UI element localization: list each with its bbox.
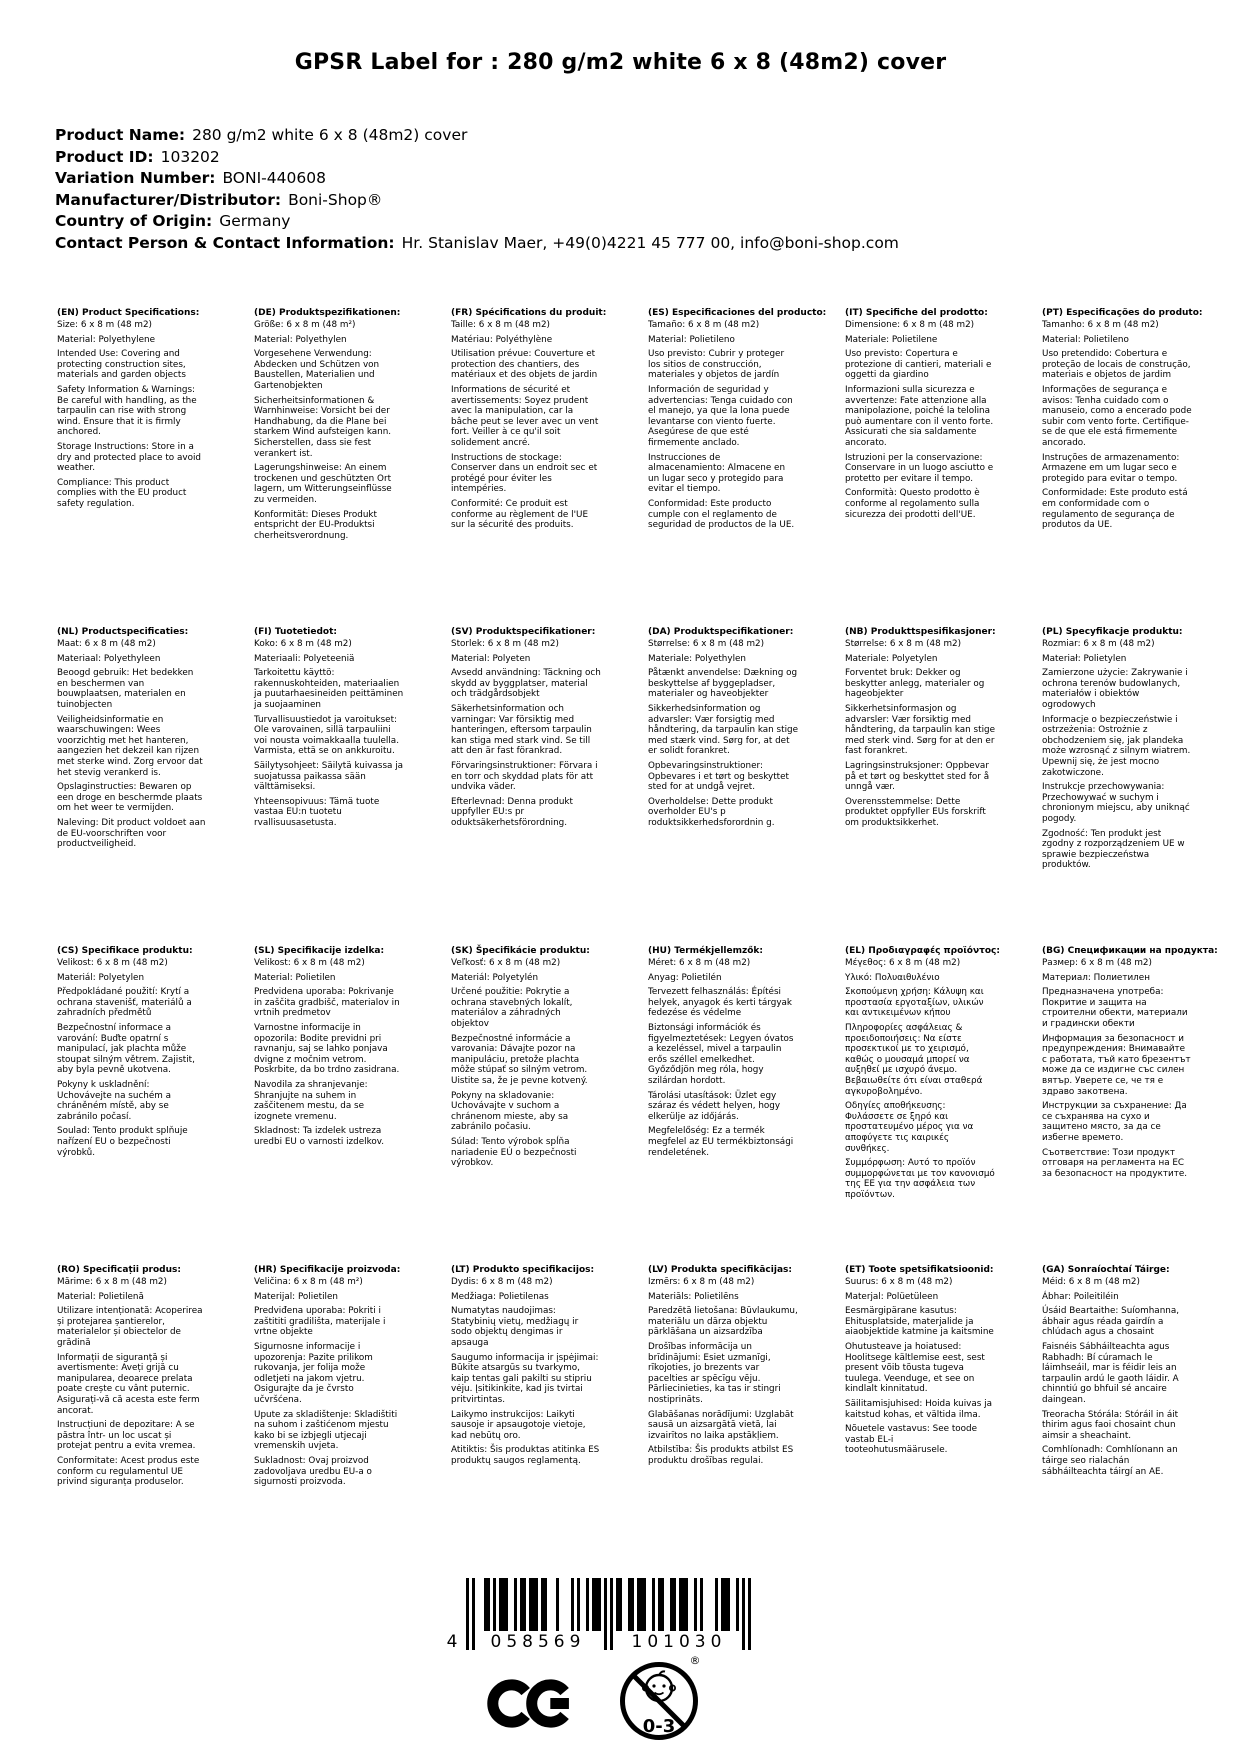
spec-paragraph: Méret: 6 x 8 m (48 m2) bbox=[648, 958, 751, 969]
spec-paragraph: Taille: 6 x 8 m (48 m2) bbox=[451, 320, 550, 331]
registered-trademark-symbol: ® bbox=[689, 1654, 701, 1667]
spec-paragraph: Soulad: Tento produkt splňuje nařízení EU o bezpečnosti výrobků. bbox=[57, 1126, 188, 1158]
spec-paragraph: Sigurnosne informacije i upozorenja: Pazite prilikom rukovanja, jer folija može odletjeti na jakom vjetru. Osigurajte da je čvrsto učvršćena. bbox=[254, 1342, 373, 1406]
spec-paragraph: Overholdelse: Dette produkt overholder EU's p roduktsikkerhedsforordnin g. bbox=[648, 796, 775, 828]
product-info-label: Manufacturer/Distributor: bbox=[55, 190, 282, 209]
spec-paragraph: Saugumo informacija ir įspėjimai: Būkite atsargūs su tvarkymo, kaip tentas gali pakilti su stipriu vėju. Įsitikinkite, kad jis tvirtai pritvirtintas. bbox=[451, 1352, 599, 1406]
spec-paragraph: Úsáid Beartaithe: Suíomhanna, ábhair agus réada gairdín a chlúdach agus a chosaint bbox=[1042, 1306, 1180, 1338]
spec-paragraph: Lagerungshinweise: An einem trockenen und geschützten Ort lagern, um Witterungseinflüsse zu vermeiden. bbox=[254, 463, 392, 505]
spec-paragraph: Tárolási utasítások: Üzlet egy száraz és védett helyen, hogy elkerülje az időjárás. bbox=[648, 1090, 781, 1122]
spec-paragraph: Storlek: 6 x 8 m (48 m2) bbox=[451, 639, 559, 650]
spec-paragraph: Mărime: 6 x 8 m (48 m2) bbox=[57, 1277, 167, 1288]
spec-paragraph: Sukladnost: Ovaj proizvod zadovoljava uredbu EU-a o sigurnosti proizvoda. bbox=[254, 1456, 372, 1488]
spec-paragraph: Informații de siguranță și avertismente: Aveți grijă cu manipularea, deoarece prelata poate crește cu vânt puternic. Asigurați-vă că acesta este ferm ancorat. bbox=[57, 1352, 200, 1416]
spec-paragraph: Conformidade: Este produto está em conformidade com o regulamento de segurança de produtos da UE. bbox=[1042, 488, 1188, 531]
spec-paragraph: Säilytysohjeet: Säilytä kuivassa ja suojatussa paikassa sään välttämiseksi. bbox=[254, 761, 404, 793]
product-info-value: BONI-440608 bbox=[222, 169, 326, 187]
spec-paragraph: Veiligheidsinformatie en waarschuwingen: Wees voorzichtig met het hanteren, aangezien het dekzeil kan rijzen met sterke wind. Zorg ervoor dat het stevig verankerd is. bbox=[57, 714, 203, 778]
spec-block-title: (SK) Špecifikácie produktu: bbox=[451, 946, 590, 956]
ce-logo-icon bbox=[486, 1678, 574, 1733]
spec-block-title: (LV) Produkta specifikācijas: bbox=[648, 1265, 792, 1275]
spec-paragraph: Storage Instructions: Store in a dry and protected place to avoid weather. bbox=[57, 442, 201, 474]
spec-paragraph: Beoogd gebruik: Het bedekken en beschermen van bouwplaatsen, materialen en tuinobjecten bbox=[57, 668, 194, 711]
spec-paragraph: Veľkosť: 6 x 8 m (48 m2) bbox=[451, 958, 561, 969]
spec-block-title: (NB) Produkttspesifikasjoner: bbox=[845, 627, 996, 637]
spec-paragraph: Размер: 6 x 8 m (48 m2) bbox=[1042, 958, 1152, 969]
spec-paragraph: Megfelelőség: Ez a termék megfelel az EU termékbiztonsági rendeletének. bbox=[648, 1126, 794, 1158]
spec-block-de bbox=[254, 308, 404, 627]
spec-paragraph: Uso pretendido: Cobertura e proteção de locais de construção, materiais e objetos de jardim bbox=[1042, 349, 1191, 381]
spec-paragraph: Материал: Полиетилен bbox=[1042, 972, 1150, 983]
spec-paragraph: Určené použitie: Pokrytie a ochrana stavebných lokalít, materiálov a záhradných objektov bbox=[451, 987, 573, 1030]
spec-paragraph: Opslaginstructies: Bewaren op een droge en beschermde plaats om het weer te vermijden. bbox=[57, 782, 203, 814]
spec-paragraph: Velikost: 6 x 8 m (48 m2) bbox=[254, 958, 365, 969]
spec-paragraph: Predviđena uporaba: Pokriti i zaštititi gradilišta, materijale i vrtne objekte bbox=[254, 1306, 386, 1338]
spec-block-lv bbox=[648, 1265, 798, 1584]
spec-paragraph: Konformität: Dieses Produkt entspricht der EU-Produktsi cherheitsverordnung. bbox=[254, 509, 377, 541]
spec-paragraph: Material: Polietilenă bbox=[57, 1291, 144, 1302]
spec-block-it bbox=[845, 308, 995, 627]
spec-paragraph: Materjal: Polüetüleen bbox=[845, 1291, 939, 1302]
barcode-lead-digit: 4 bbox=[446, 1632, 458, 1652]
spec-block-fr bbox=[451, 308, 607, 627]
spec-block-title: (RO) Specificații produs: bbox=[57, 1265, 181, 1275]
spec-paragraph: Glabāšanas norādījumi: Uzglabāt sausā un aizsargātā vietā, lai izvairītos no laika apstākļiem. bbox=[648, 1409, 794, 1441]
spec-paragraph: Informations de sécurité et avertissements: Soyez prudent avec la manipulation, car la bâche peut se lever avec un vent fort. Veiller à ce qu'il soit solidement ancré. bbox=[451, 385, 599, 449]
spec-paragraph: Instrukcje przechowywania: Przechowywać w suchym i chronionym miejscu, aby uniknąć pogody. bbox=[1042, 782, 1190, 824]
spec-block-title: (ET) Toote spetsifikatsioonid: bbox=[845, 1265, 994, 1275]
spec-paragraph: Material: Polietilen bbox=[254, 972, 336, 983]
spec-paragraph: Avsedd användning: Täckning och skydd av byggplatser, material och trädgårdsobjekt bbox=[451, 668, 601, 700]
product-info-label: Variation Number: bbox=[55, 169, 216, 187]
spec-block-title: (FI) Tuotetiedot: bbox=[254, 627, 338, 637]
spec-paragraph: Naleving: Dit product voldoet aan de EU-voorschriften voor productveiligheid. bbox=[57, 818, 206, 850]
spec-block-title: (GA) Sonraíochtaí Táirge: bbox=[1042, 1265, 1170, 1275]
spec-paragraph: Numatytas naudojimas: Statybinių vietų, medžiagų ir sodo objektų dengimas ir apsauga bbox=[451, 1306, 579, 1349]
spec-paragraph: Material: Polietileno bbox=[648, 334, 735, 345]
spec-block-title: (CS) Specifikace produktu: bbox=[57, 946, 193, 956]
spec-paragraph: Instrucțiuni de depozitare: A se păstra într- un loc uscat și protejat pentru a evita vremea. bbox=[57, 1420, 196, 1452]
spec-paragraph: Upute za skladištenje: Skladištiti na suhom i zaštićenom mjestu kako bi se izbjegli utjecaji vremenskih uvjeta. bbox=[254, 1409, 398, 1452]
spec-paragraph: Eesmärgipärane kasutus: Ehitusplatside, materjalide ja aiaobjektide katmine ja kaitsmine bbox=[845, 1306, 994, 1338]
spec-grid bbox=[57, 308, 1218, 1584]
spec-paragraph: Material: Polietileno bbox=[1042, 334, 1129, 345]
spec-block-pt bbox=[1042, 308, 1203, 627]
spec-paragraph: Σκοπούμενη χρήση: Κάλυψη και προστασία εργοταξίων, υλικών και αντικειμένων κήπου bbox=[845, 987, 984, 1019]
spec-paragraph: Pokyny k uskladnění: Uchovávejte na suchém a chráněném místě, aby se zabránilo počasí. bbox=[57, 1080, 172, 1122]
spec-paragraph: Předpokládané použití: Krytí a ochrana stavenišť, materiálů a zahradních předmětů bbox=[57, 987, 192, 1019]
spec-paragraph: Overensstemmelse: Dette produktet oppfyller EUs forskrift om produktsikkerhet. bbox=[845, 796, 986, 828]
spec-paragraph: Drošības informācija un brīdinājumi: Esiet uzmanīgi, rīkojoties, jo brezents var pacelties ar spēcīgu vēju. Pārliecinieties, ka tas ir stingri nostiprināts. bbox=[648, 1342, 781, 1406]
spec-paragraph: Μέγεθος: 6 x 8 m (48 m2) bbox=[845, 958, 961, 969]
spec-paragraph: Paredzētā lietošana: Būvlaukumu, materiālu un dārza objektu pārklāšana un aizsardzība bbox=[648, 1306, 798, 1338]
spec-block-title: (SL) Specifikacije izdelka: bbox=[254, 946, 385, 956]
spec-block-nb bbox=[845, 627, 995, 946]
spec-paragraph: Comhlíonadh: Comhlíonann an táirge seo rialachán sábháilteachta táirgí an AE. bbox=[1042, 1445, 1178, 1477]
spec-paragraph: Instruções de armazenamento: Armazene em um lugar seco e protegido para evitar o tempo. bbox=[1042, 452, 1180, 484]
spec-block-el bbox=[845, 946, 1000, 1265]
spec-paragraph: Uso previsto: Cubrir y proteger los sitios de construcción, materiales y objetos de jardín bbox=[648, 349, 785, 381]
spec-paragraph: Größe: 6 x 8 m (48 m²) bbox=[254, 320, 356, 331]
product-info-row bbox=[55, 233, 899, 255]
spec-paragraph: Efterlevnad: Denna produkt uppfyller EU:s pr oduktsäkerhetsförordning. bbox=[451, 796, 573, 828]
spec-paragraph: Инструкции за съхранение: Да се съхранява на сухо и защитено място, за да се избегне времето. bbox=[1042, 1101, 1187, 1143]
spec-paragraph: Sicherheitsinformationen & Warnhinweise: Vorsicht bei der Handhabung, da die Plane bei starkem Wind aufsteigen kann. Sicherstellen, dass sie fest verankert ist. bbox=[254, 395, 392, 459]
spec-paragraph: Conformité: Ce produit est conforme au règlement de l'UE sur la sécurité des produits. bbox=[451, 499, 589, 531]
spec-paragraph: Conformidad: Este producto cumple con el reglamento de seguridad de productos de la UE. bbox=[648, 499, 795, 531]
spec-paragraph: Materiale: Polyethylen bbox=[648, 653, 747, 664]
spec-paragraph: Zamierzone użycie: Zakrywanie i ochrona terenów budowlanych, materiałów i obiektów ogrodowych bbox=[1042, 668, 1188, 711]
spec-block-ro bbox=[57, 1265, 207, 1584]
spec-paragraph: Conformitate: Acest produs este conform cu regulamentul UE privind siguranța produselor. bbox=[57, 1456, 200, 1488]
product-info-label: Product ID: bbox=[55, 147, 154, 166]
spec-block-title: (EN) Product Specifications: bbox=[57, 308, 200, 318]
barcode-left-digits: 058569 bbox=[490, 1632, 586, 1652]
spec-paragraph: Size: 6 x 8 m (48 m2) bbox=[57, 320, 152, 331]
spec-paragraph: Compliance: This product complies with the EU product safety regulation. bbox=[57, 477, 187, 509]
spec-paragraph: Tervezett felhasználás: Építési helyek, anyagok és kerti tárgyak fedezése és védelme bbox=[648, 987, 793, 1019]
spec-paragraph: Conformità: Questo prodotto è conforme al regolamento sulla sicurezza dei prodotti dell'UE. bbox=[845, 488, 980, 520]
product-info-label: Country of Origin: bbox=[55, 212, 213, 230]
spec-paragraph: Yhteensopivuus: Tämä tuote vastaa EU:n tuotetu rvallisuusasetusta. bbox=[254, 796, 380, 828]
spec-paragraph: Safety Information & Warnings: Be careful with handling, as the tarpaulin can rise with strong wind. Ensure that it is firmly anchored. bbox=[57, 385, 197, 438]
spec-paragraph: Tamanho: 6 x 8 m (48 m2) bbox=[1042, 320, 1159, 331]
spec-paragraph: Materiaal: Polyethyleen bbox=[57, 653, 161, 664]
spec-paragraph: Ábhar: Poileitiléin bbox=[1042, 1291, 1119, 1302]
spec-paragraph: Laikymo instrukcijos: Laikyti sausoje ir apsaugotoje vietoje, kad nebūtų oro. bbox=[451, 1409, 586, 1441]
spec-paragraph: Koko: 6 x 8 m (48 m2) bbox=[254, 639, 352, 650]
spec-block-fi bbox=[254, 627, 404, 946]
spec-paragraph: Materiaali: Polyeteeniä bbox=[254, 653, 355, 664]
spec-paragraph: Bezpečnostné informácie a varovania: Dávajte pozor na manipuláciu, pretože plachta môže stúpať so silným vetrom. Uistite sa, že je pevne kotvený. bbox=[451, 1033, 588, 1087]
spec-block-title: (IT) Specifiche del prodotto: bbox=[845, 308, 988, 318]
spec-paragraph: Dydis: 6 x 8 m (48 m2) bbox=[451, 1277, 553, 1288]
spec-block-title: (PT) Especificações do produto: bbox=[1042, 308, 1203, 318]
spec-paragraph: Medžiaga: Polietilenas bbox=[451, 1291, 549, 1302]
spec-block-et bbox=[845, 1265, 995, 1584]
spec-paragraph: Materiál: Polyetylen bbox=[57, 972, 145, 983]
spec-paragraph: Bezpečnostní informace a varování: Buďte opatrní s manipulací, jak plachta může stoupat silným větrem. Zajistit, aby byla pevně ukotvena. bbox=[57, 1023, 195, 1076]
spec-paragraph: Utilizare intenționată: Acoperirea și protejarea șantierelor, materialelor și obiectelor de grădină bbox=[57, 1306, 203, 1349]
spec-paragraph: Intended Use: Covering and protecting construction sites, materials and garden objects bbox=[57, 349, 186, 381]
spec-paragraph: Materiāls: Polietilēns bbox=[648, 1291, 739, 1302]
spec-block-title: (LT) Produkto specifikacijos: bbox=[451, 1265, 595, 1275]
spec-paragraph: Treoracha Stórála: Stóráil in áit thirim agus faoi chosaint chun aimsir a sheachaint. bbox=[1042, 1409, 1179, 1441]
spec-block-title: (FR) Spécifications du produit: bbox=[451, 308, 607, 318]
spec-paragraph: Navodila za shranjevanje: Shranjujte na suhem in zaščitenem mestu, da se izognete vremenu. bbox=[254, 1080, 368, 1122]
spec-paragraph: Atitiktis: Šis produktas atitinka ES produktų saugos reglamentą. bbox=[451, 1445, 600, 1466]
spec-paragraph: Forventet bruk: Dekker og beskytter anlegg, materialer og hageobjekter bbox=[845, 668, 985, 700]
spec-paragraph: Skladnost: Ta izdelek ustreza uredbi EU o varnosti izdelkov. bbox=[254, 1126, 385, 1147]
spec-block-title: (PL) Specyfikacje produktu: bbox=[1042, 627, 1183, 637]
spec-paragraph: Zgodność: Ten produkt jest zgodny z rozporządzeniem UE w sprawie bezpieczeństwa produktów. bbox=[1042, 828, 1185, 871]
spec-paragraph: Sikkerhedsinformation og advarsler: Vær forsigtig med håndtering, da tarpaulin kan stige med stærk vind. Sørg for, at det er solidt forankret. bbox=[648, 704, 799, 757]
spec-paragraph: Materiale: Polietilene bbox=[845, 334, 938, 345]
barcode-right-digits: 101030 bbox=[631, 1632, 727, 1652]
spec-paragraph: Συμμόρφωση: Αυτό το προϊόν συμμορφώνεται με τον κανονισμό της ΕΕ για την ασφάλεια των προϊόντων. bbox=[845, 1158, 995, 1200]
spec-block-ga bbox=[1042, 1265, 1192, 1584]
spec-paragraph: Съответствие: Този продукт отговаря на регламента на ЕС за безопасност на продуктите. bbox=[1042, 1147, 1188, 1179]
spec-block-title: (NL) Productspecificaties: bbox=[57, 627, 189, 637]
spec-block-hu bbox=[648, 946, 798, 1265]
spec-paragraph: Rozmiar: 6 x 8 m (48 m2) bbox=[1042, 639, 1155, 650]
spec-paragraph: Faisnéis Sábháilteachta agus Rabhadh: Bí cúramach le láimhseáil, mar is féidir leis an tarpaulin ardú le gaoth láidir. A chinntiú go bhfuil sé ancaire daingean. bbox=[1042, 1342, 1179, 1406]
spec-block-bg bbox=[1042, 946, 1218, 1265]
spec-paragraph: Suurus: 6 x 8 m (48 m2) bbox=[845, 1277, 953, 1288]
spec-paragraph: Instrucciones de almacenamiento: Almacene en un lugar seco y protegido para evitar el tiempo. bbox=[648, 452, 786, 495]
spec-paragraph: Anyag: Polietilén bbox=[648, 972, 722, 983]
age-warning-0-3-icon bbox=[616, 1650, 702, 1748]
spec-paragraph: Tarkoitettu käyttö: rakennuskohteiden, materiaalien ja puutarhaesineiden peittäminen ja suojaaminen bbox=[254, 668, 404, 711]
spec-paragraph: Matériau: Polyéthylène bbox=[451, 334, 553, 345]
spec-paragraph: Informacje o bezpieczeństwie i ostrzeżenia: Ostrożnie z obchodzeniem się, jak plandeka może wzrosnąć z silnym wiatrem. Upewnij się, że jest mocno zakotwiczone. bbox=[1042, 714, 1191, 778]
product-info-row bbox=[55, 211, 899, 233]
spec-block-es bbox=[648, 308, 827, 627]
spec-paragraph: Turvallisuustiedot ja varoitukset: Ole varovainen, sillä tarpauliini voi nousta voimakkaalla tuulella. Varmista, että se on ankkuroitu. bbox=[254, 714, 399, 757]
spec-paragraph: Varnostne informacije in opozorila: Bodite previdni pri ravnanju, saj se lahko ponjava dvigne z močnim vetrom. Poskrbite, da bo trdno zasidrana. bbox=[254, 1023, 400, 1076]
spec-paragraph: Material: Polyethylene bbox=[57, 334, 156, 345]
spec-paragraph: Méid: 6 x 8 m (48 m2) bbox=[1042, 1277, 1140, 1288]
spec-paragraph: Materiale: Polyetylen bbox=[845, 653, 938, 664]
spec-paragraph: Информация за безопасност и предупреждения: Внимавайте с работата, тъй като брезентът може да се издигне със силен вятър. Уверете се, че тя е здраво закотвена. bbox=[1042, 1033, 1191, 1097]
spec-paragraph: Påtænkt anvendelse: Dækning og beskyttelse af byggepladser, materialer og haveobjekter bbox=[648, 668, 798, 700]
spec-paragraph: Säkerhetsinformation och varningar: Var försiktig med hanteringen, eftersom tarpaulin kan stiga med stark vind. Se till att den är fast förankrad. bbox=[451, 704, 592, 757]
spec-paragraph: Sikkerhetsinformasjon og advarsler: Vær forsiktig med håndtering, da tarpaulin kan stige med sterk vind. Sørg for at den er fast forankret. bbox=[845, 704, 996, 757]
spec-block-nl bbox=[57, 627, 207, 946]
spec-paragraph: Opbevaringsinstruktioner: Opbevares i et tørt og beskyttet sted for at undgå vejret. bbox=[648, 761, 789, 793]
spec-paragraph: Informazioni sulla sicurezza e avvertenze: Fate attenzione alla manipolazione, poiché la telolina può aumentare con il vento forte. Assicurati che sia saldamente ancorato. bbox=[845, 385, 994, 449]
spec-block-hr bbox=[254, 1265, 404, 1584]
spec-paragraph: Materijal: Polietilen bbox=[254, 1291, 338, 1302]
spec-block-title: (DE) Produktspezifikationen: bbox=[254, 308, 401, 318]
spec-block-sk bbox=[451, 946, 601, 1265]
spec-paragraph: Υλικό: Πολυαιθυλένιο bbox=[845, 972, 940, 983]
spec-paragraph: Предназначена употреба: Покритие и защита на строителни обекти, материали и градински обекти bbox=[1042, 987, 1188, 1030]
product-info-row bbox=[55, 168, 899, 190]
spec-paragraph: Tamaño: 6 x 8 m (48 m2) bbox=[648, 320, 760, 331]
product-info-row bbox=[55, 125, 899, 147]
product-info-label: Contact Person & Contact Information: bbox=[55, 233, 395, 252]
age-warning-text: 0-3 bbox=[642, 1716, 676, 1737]
product-info-row bbox=[55, 147, 899, 169]
spec-paragraph: Atbilstība: Šis produkts atbilst ES produktu drošības regulai. bbox=[648, 1445, 794, 1466]
product-info-value: 103202 bbox=[160, 147, 220, 166]
spec-block-en bbox=[57, 308, 207, 627]
spec-paragraph: Πληροφορίες ασφάλειας & προειδοποιήσεις: Να είστε προσεκτικοί με το χειρισμό, καθώς ο μουσαμά μπορεί να αυξηθεί με ισχυρό άνεμο. Βεβαιωθείτε ότι είναι σταθερά αγκυροβολημένο. bbox=[845, 1023, 983, 1097]
product-info-row bbox=[55, 190, 899, 212]
spec-block-da bbox=[648, 627, 798, 946]
spec-paragraph: Vorgesehene Verwendung: Abdecken und Schützen von Baustellen, Materialien und Gartenobjekten bbox=[254, 349, 380, 392]
spec-paragraph: Ohutusteave ja hoiatused: Hoolitsege kältlemise eest, sest present võib tõusta tugeva tuulega. Veenduge, et see on kindlalt kinnitatud. bbox=[845, 1342, 985, 1395]
spec-block-sv bbox=[451, 627, 601, 946]
ean-barcode bbox=[442, 1578, 754, 1654]
spec-block-title: (ES) Especificaciones del producto: bbox=[648, 308, 827, 318]
spec-paragraph: Istruzioni per la conservazione: Conservare in un luogo asciutto e protetto per evitare il tempo. bbox=[845, 452, 994, 484]
spec-paragraph: Predvidena uporaba: Pokrivanje in zaščita gradbišč, materialov in vrtnih predmetov bbox=[254, 987, 400, 1019]
product-info-value: 280 g/m2 white 6 x 8 (48m2) cover bbox=[192, 126, 468, 144]
spec-block-lt bbox=[451, 1265, 601, 1584]
product-info-value: Boni-Shop® bbox=[288, 190, 383, 209]
page-title: GPSR Label for : 280 g/m2 white 6 x 8 (48m2) cover bbox=[294, 50, 947, 75]
spec-paragraph: Nõuetele vastavus: See toode vastab EL-i tooteohutusmäärusele. bbox=[845, 1424, 978, 1456]
spec-paragraph: Dimensione: 6 x 8 m (48 m2) bbox=[845, 320, 975, 331]
product-info-label: Product Name: bbox=[55, 126, 186, 144]
product-info-list bbox=[55, 125, 899, 254]
spec-paragraph: Material: Polyethylen bbox=[254, 334, 347, 345]
spec-paragraph: Materiál: Polyetylén bbox=[451, 972, 539, 983]
spec-paragraph: Säilitamisjuhised: Hoida kuivas ja kaitstud kohas, et vältida ilma. bbox=[845, 1399, 992, 1420]
spec-paragraph: Izmērs: 6 x 8 m (48 m2) bbox=[648, 1277, 755, 1288]
spec-paragraph: Biztonsági információk és figyelmeztetések: Legyen óvatos a kezeléssel, mivel a tarpaulin erős széllel emelkedhet. Győződjön meg róla, hogy szilárdan hordott. bbox=[648, 1023, 794, 1087]
spec-paragraph: Materiał: Polietylen bbox=[1042, 653, 1127, 664]
spec-block-pl bbox=[1042, 627, 1192, 946]
spec-paragraph: Velikost: 6 x 8 m (48 m2) bbox=[57, 958, 168, 969]
spec-block-title: (BG) Спецификации на продукта: bbox=[1042, 946, 1218, 956]
product-info-value: Germany bbox=[219, 212, 291, 230]
spec-paragraph: Informações de segurança e avisos: Tenha cuidado com o manuseio, como a encerado pode subir com vento forte. Certifique-se de que ele está firmemente ancorado. bbox=[1042, 385, 1192, 449]
spec-paragraph: Material: Polyeten bbox=[451, 653, 531, 664]
spec-paragraph: Veličina: 6 x 8 m (48 m²) bbox=[254, 1277, 363, 1288]
spec-paragraph: Οδηγίες αποθήκευσης: Φυλάσσετε σε ξηρό και προστατευμένο μέρος για να αποφύγετε τις καιρικές συνθήκες. bbox=[845, 1101, 974, 1154]
spec-paragraph: Pokyny na skladovanie: Uchovávajte v suchom a chránenom mieste, aby sa zabránilo počasiu. bbox=[451, 1090, 569, 1133]
product-info-value: Hr. Stanislav Maer, +49(0)4221 45 777 00, info@boni-shop.com bbox=[401, 233, 899, 252]
spec-paragraph: Información de seguridad y advertencias: Tenga cuidado con el manejo, ya que la lona puede levantarse con viento fuerte. Asegúrese de que esté firmemente anclado. bbox=[648, 385, 793, 449]
spec-block-title: (HU) Termékjellemzők: bbox=[648, 946, 764, 956]
spec-paragraph: Uso previsto: Copertura e protezione di cantieri, materiali e oggetti da giardino bbox=[845, 349, 992, 381]
spec-paragraph: Súlad: Tento výrobok spĺňa nariadenie EÚ o bezpečnosti výrobkov. bbox=[451, 1137, 577, 1169]
spec-paragraph: Utilisation prévue: Couverture et protection des chantiers, des matériaux et des objets de jardin bbox=[451, 349, 598, 381]
spec-block-title: (SV) Produktspecifikationer: bbox=[451, 627, 596, 637]
spec-block-cs bbox=[57, 946, 207, 1265]
spec-paragraph: Størrelse: 6 x 8 m (48 m2) bbox=[648, 639, 765, 650]
spec-block-sl bbox=[254, 946, 404, 1265]
spec-paragraph: Instructions de stockage: Conserver dans un endroit sec et protégé pour éviter les intempéries. bbox=[451, 452, 598, 495]
spec-paragraph: Förvaringsinstruktioner: Förvara i en torr och skyddad plats för att undvika väder. bbox=[451, 761, 598, 793]
spec-block-title: (DA) Produktspecifikationer: bbox=[648, 627, 794, 637]
spec-block-title: (HR) Specifikacije proizvoda: bbox=[254, 1265, 401, 1275]
spec-paragraph: Maat: 6 x 8 m (48 m2) bbox=[57, 639, 156, 650]
spec-block-title: (EL) Προδιαγραφές προϊόντος: bbox=[845, 946, 1000, 956]
spec-paragraph: Lagringsinstruksjoner: Oppbevar på et tørt og beskyttet sted for å unngå vær. bbox=[845, 761, 990, 793]
spec-paragraph: Størrelse: 6 x 8 m (48 m2) bbox=[845, 639, 962, 650]
